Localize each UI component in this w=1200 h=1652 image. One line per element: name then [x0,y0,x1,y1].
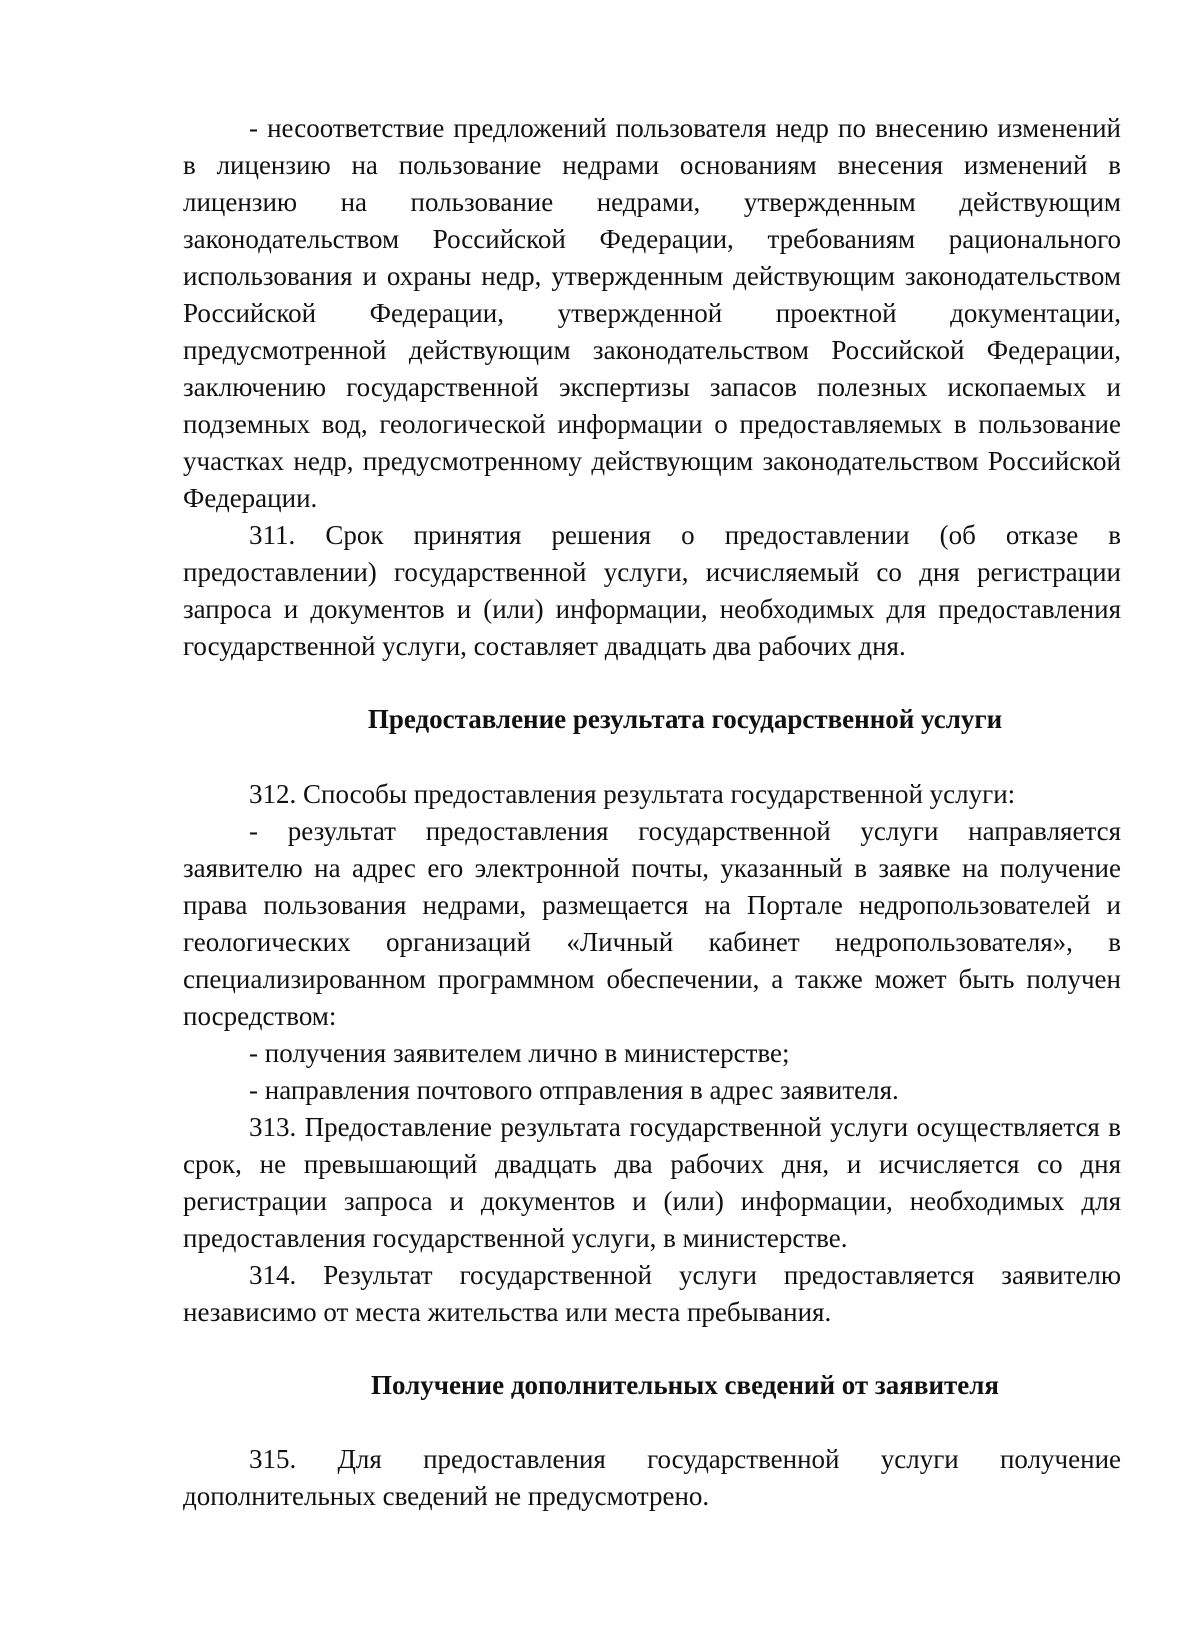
paragraph-312-mail-item: - направления почтового отправления в адрес заявителя. [249,1075,899,1105]
paragraph-311: 311. Срок принятия решения о предоставлении (об отказе в предоставлении) государственной услуги, исчисляемый со дня регистрации запроса и документов и (или) информации, необходимых для предоставления государственной услуги, составляет двадцать два рабочих дня. [183,520,1121,661]
paragraph-discrepancy-item: - несоответствие предложений пользователя недр по внесению изменений в лицензию на пользование недрами основаниям внесения изменений в лицензию на пользование недрами, утвержденным действующим законодательством Российской Федерации, требованиям рационального использования и охраны недр, утвержденным действующим законодательством Российской Федерации, утвержденной проектной документации, предусмотренной действующим законодательством Российской Федерации, заключению государственной экспертизы запасов полезных ископаемых и подземных вод, геологической информации о предоставляемых в пользование участках недр, предусмотренному действующим законодательством Российской Федерации. [183,113,1121,513]
section-heading-result: Предоставление результата государственной услуги [367,704,1003,734]
section-heading-additional-info: Получение дополнительных сведений от заявителя [370,1370,1000,1400]
paragraph-313: 313. Предоставление результата государственной услуги осуществляется в срок, не превышающий двадцать два рабочих дня, и исчисляется со дня регистрации запроса и документов и (или) информации, необходимых для предоставления государственной услуги, в министерстве. [183,1112,1121,1253]
paragraph-312-in-person-item: - получения заявителем лично в министерстве; [249,1038,790,1068]
paragraph-312-result-item: - результат предоставления государственной услуги направляется заявителю на адрес его электронной почты, указанный в заявке на получение права пользования недрами, размещается на Портале недропользователей и геологических организаций «Личный кабинет недропользователя», в специализированном программном обеспечении, а также может быть получен посредством: [183,816,1121,1031]
paragraph-312: 312. Способы предоставления результата государственной услуги: [249,779,1016,809]
document-page [183,110,1121,1515]
paragraph-315: 315. Для предоставления государственной услуги получение дополнительных сведений не предусмотрено. [183,1444,1121,1511]
paragraph-314: 314. Результат государственной услуги предоставляется заявителю независимо от места жительства или места пребывания. [183,1260,1121,1327]
